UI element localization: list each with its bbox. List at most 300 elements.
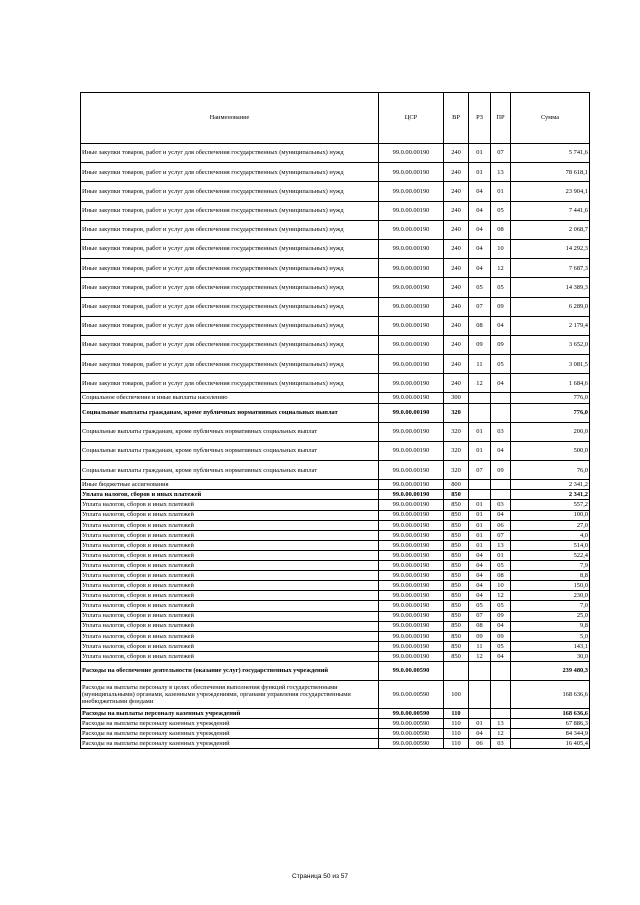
vr-cell: 850 — [444, 571, 469, 581]
pr-cell — [491, 393, 511, 403]
sum-cell: 7,0 — [511, 601, 590, 611]
vr-cell: 240 — [444, 297, 469, 316]
csr-cell: 99.0.00.00190 — [379, 278, 444, 297]
sum-cell: 5,0 — [511, 631, 590, 641]
table-row — [81, 422, 590, 441]
csr-cell: 99.0.00.00190 — [379, 561, 444, 571]
name-cell: Социальное обеспечение и иные выплаты населению — [81, 393, 379, 403]
csr-cell: 99.0.00.00190 — [379, 403, 444, 422]
vr-cell: 110 — [444, 719, 469, 729]
table-row — [81, 581, 590, 591]
rz-cell: 01 — [469, 520, 491, 530]
sum-cell: 25,0 — [511, 611, 590, 621]
vr-cell: 240 — [444, 355, 469, 374]
table-row — [81, 441, 590, 460]
rz-cell: 12 — [469, 374, 491, 393]
sum-cell: 557,2 — [511, 500, 590, 510]
csr-cell: 99.0.00.00190 — [379, 374, 444, 393]
name-cell: Иные закупки товаров, работ и услуг для обеспечения государственных (муниципальных) нужд — [81, 355, 379, 374]
sum-cell: 16 405,4 — [511, 739, 590, 749]
pr-cell: 09 — [491, 631, 511, 641]
sum-cell: 9,8 — [511, 621, 590, 631]
table-row — [81, 461, 590, 480]
rz-cell: 01 — [469, 500, 491, 510]
table-row — [81, 601, 590, 611]
csr-cell: 99.0.00.00190 — [379, 259, 444, 278]
rz-cell: 04 — [469, 182, 491, 201]
pr-cell: 04 — [491, 441, 511, 460]
table-row — [81, 403, 590, 422]
budget-sheet — [80, 92, 589, 749]
table-row — [81, 729, 590, 739]
name-cell: Уплата налогов, сборов и иных платежей — [81, 631, 379, 641]
table-row — [81, 393, 590, 403]
sum-cell: 200,0 — [511, 422, 590, 441]
rz-cell: 05 — [469, 601, 491, 611]
rz-cell: 01 — [469, 540, 491, 550]
csr-cell: 99.0.00.00590 — [379, 729, 444, 739]
vr-cell: 800 — [444, 480, 469, 490]
vr-cell: 240 — [444, 239, 469, 258]
rz-cell: 04 — [469, 561, 491, 571]
csr-cell: 99.0.00.00190 — [379, 316, 444, 335]
vr-cell: 320 — [444, 422, 469, 441]
table-row — [81, 510, 590, 520]
name-cell: Уплата налогов, сборов и иных платежей — [81, 611, 379, 621]
sum-cell: 6 289,0 — [511, 297, 590, 316]
rz-cell: 01 — [469, 441, 491, 460]
csr-cell: 99.0.00.00190 — [379, 335, 444, 354]
sum-cell: 7 687,3 — [511, 259, 590, 278]
table-row — [81, 220, 590, 239]
sum-cell: 67 886,3 — [511, 719, 590, 729]
name-cell: Иные закупки товаров, работ и услуг для обеспечения государственных (муниципальных) нужд — [81, 297, 379, 316]
csr-cell: 99.0.00.00190 — [379, 520, 444, 530]
table-row — [81, 297, 590, 316]
name-cell: Расходы на выплаты персоналу в целях обеспечения выполнения функций государственными (муниципальными) органами, казенными учреждениями, органами управления государственными внебюджетными фондами — [81, 681, 379, 709]
csr-cell: 99.0.00.00190 — [379, 500, 444, 510]
vr-cell: 240 — [444, 259, 469, 278]
csr-cell: 99.0.00.00190 — [379, 510, 444, 520]
pr-cell: 07 — [491, 530, 511, 540]
sum-cell: 500,0 — [511, 441, 590, 460]
vr-cell: 850 — [444, 520, 469, 530]
table-row — [81, 278, 590, 297]
vr-cell — [444, 661, 469, 680]
header-csr: ЦСР — [379, 93, 444, 144]
pr-cell: 07 — [491, 144, 511, 163]
sum-cell: 2 179,4 — [511, 316, 590, 335]
sum-cell: 14 389,3 — [511, 278, 590, 297]
name-cell: Уплата налогов, сборов и иных платежей — [81, 621, 379, 631]
table-row — [81, 530, 590, 540]
rz-cell: 07 — [469, 611, 491, 621]
vr-cell: 240 — [444, 374, 469, 393]
sum-cell: 776,0 — [511, 403, 590, 422]
csr-cell: 99.0.00.00190 — [379, 297, 444, 316]
csr-cell: 99.0.00.00190 — [379, 480, 444, 490]
csr-cell: 99.0.00.00190 — [379, 239, 444, 258]
rz-cell — [469, 393, 491, 403]
table-row — [81, 374, 590, 393]
csr-cell: 99.0.00.00190 — [379, 201, 444, 220]
name-cell: Уплата налогов, сборов и иных платежей — [81, 591, 379, 601]
pr-cell — [491, 708, 511, 718]
csr-cell: 99.0.00.00190 — [379, 611, 444, 621]
sum-cell: 23 904,1 — [511, 182, 590, 201]
vr-cell: 850 — [444, 561, 469, 571]
name-cell: Уплата налогов, сборов и иных платежей — [81, 510, 379, 520]
csr-cell: 99.0.00.00190 — [379, 530, 444, 540]
vr-cell: 850 — [444, 641, 469, 651]
sum-cell: 2 068,7 — [511, 220, 590, 239]
rz-cell: 07 — [469, 297, 491, 316]
csr-cell: 99.0.00.00190 — [379, 163, 444, 182]
sum-cell: 5 741,6 — [511, 144, 590, 163]
name-cell: Уплата налогов, сборов и иных платежей — [81, 581, 379, 591]
table-header-row — [81, 93, 590, 144]
vr-cell: 320 — [444, 461, 469, 480]
rz-cell: 05 — [469, 278, 491, 297]
name-cell: Иные закупки товаров, работ и услуг для обеспечения государственных (муниципальных) нужд — [81, 182, 379, 201]
pr-cell: 05 — [491, 355, 511, 374]
vr-cell: 850 — [444, 621, 469, 631]
page-number: Страница 50 из 57 — [292, 873, 348, 880]
rz-cell: 04 — [469, 729, 491, 739]
rz-cell — [469, 403, 491, 422]
table-row — [81, 641, 590, 651]
sum-cell: 150,0 — [511, 581, 590, 591]
name-cell: Иные бюджетные ассигнования — [81, 480, 379, 490]
table-row — [81, 611, 590, 621]
rz-cell: 04 — [469, 201, 491, 220]
vr-cell: 110 — [444, 708, 469, 718]
name-cell: Уплата налогов, сборов и иных платежей — [81, 601, 379, 611]
pr-cell — [491, 490, 511, 500]
table-row — [81, 708, 590, 718]
name-cell: Уплата налогов, сборов и иных платежей — [81, 500, 379, 510]
rz-cell — [469, 661, 491, 680]
rz-cell: 07 — [469, 461, 491, 480]
pr-cell — [491, 403, 511, 422]
vr-cell: 100 — [444, 681, 469, 709]
pr-cell: 12 — [491, 259, 511, 278]
pr-cell: 08 — [491, 571, 511, 581]
name-cell: Иные закупки товаров, работ и услуг для обеспечения государственных (муниципальных) нужд — [81, 220, 379, 239]
table-row — [81, 490, 590, 500]
name-cell: Иные закупки товаров, работ и услуг для обеспечения государственных (муниципальных) нужд — [81, 259, 379, 278]
csr-cell: 99.0.00.00190 — [379, 144, 444, 163]
table-row — [81, 540, 590, 550]
sum-cell: 2 341,2 — [511, 480, 590, 490]
sum-cell: 230,0 — [511, 591, 590, 601]
sum-cell: 1 684,6 — [511, 374, 590, 393]
table-row — [81, 719, 590, 729]
table-row — [81, 561, 590, 571]
vr-cell: 240 — [444, 201, 469, 220]
sum-cell: 78 618,1 — [511, 163, 590, 182]
pr-cell: 04 — [491, 621, 511, 631]
sum-cell: 776,0 — [511, 393, 590, 403]
rz-cell: 01 — [469, 163, 491, 182]
header-rz: РЗ — [469, 93, 491, 144]
csr-cell: 99.0.00.00190 — [379, 651, 444, 661]
vr-cell: 850 — [444, 500, 469, 510]
table-row — [81, 259, 590, 278]
sum-cell: 514,0 — [511, 540, 590, 550]
pr-cell: 03 — [491, 422, 511, 441]
vr-cell: 110 — [444, 739, 469, 749]
csr-cell: 99.0.00.00190 — [379, 571, 444, 581]
csr-cell: 99.0.00.00190 — [379, 591, 444, 601]
table-row — [81, 520, 590, 530]
pr-cell — [491, 480, 511, 490]
csr-cell: 99.0.00.00190 — [379, 441, 444, 460]
name-cell: Социальные выплаты гражданам, кроме публичных нормативных социальных выплат — [81, 441, 379, 460]
rz-cell: 08 — [469, 621, 491, 631]
pr-cell: 13 — [491, 540, 511, 550]
vr-cell: 240 — [444, 182, 469, 201]
csr-cell: 99.0.00.00590 — [379, 681, 444, 709]
sum-cell: 2 341,2 — [511, 490, 590, 500]
header-name: Наименование — [81, 93, 379, 144]
name-cell: Уплата налогов, сборов и иных платежей — [81, 641, 379, 651]
header-sum: Сумма — [511, 93, 590, 144]
pr-cell: 09 — [491, 461, 511, 480]
rz-cell: 08 — [469, 316, 491, 335]
table-row — [81, 355, 590, 374]
csr-cell: 99.0.00.00190 — [379, 641, 444, 651]
table-row — [81, 316, 590, 335]
vr-cell: 850 — [444, 581, 469, 591]
rz-cell: 06 — [469, 739, 491, 749]
vr-cell: 240 — [444, 163, 469, 182]
pr-cell: 13 — [491, 163, 511, 182]
rz-cell: 09 — [469, 631, 491, 641]
name-cell: Социальные выплаты гражданам, кроме публичных нормативных социальных выплат — [81, 403, 379, 422]
pr-cell: 08 — [491, 220, 511, 239]
rz-cell: 01 — [469, 719, 491, 729]
sum-cell: 168 636,6 — [511, 681, 590, 709]
sum-cell: 27,0 — [511, 520, 590, 530]
vr-cell: 850 — [444, 550, 469, 560]
table-row — [81, 681, 590, 709]
csr-cell: 99.0.00.00190 — [379, 581, 444, 591]
table-row — [81, 571, 590, 581]
rz-cell: 04 — [469, 591, 491, 601]
rz-cell: 09 — [469, 335, 491, 354]
sum-cell: 239 480,3 — [511, 661, 590, 680]
csr-cell: 99.0.00.00190 — [379, 550, 444, 560]
vr-cell: 240 — [444, 335, 469, 354]
pr-cell: 05 — [491, 278, 511, 297]
table-row — [81, 621, 590, 631]
vr-cell: 850 — [444, 601, 469, 611]
name-cell: Социальные выплаты гражданам, кроме публичных нормативных социальных выплат — [81, 461, 379, 480]
pr-cell: 03 — [491, 739, 511, 749]
rz-cell — [469, 490, 491, 500]
vr-cell: 300 — [444, 393, 469, 403]
csr-cell: 99.0.00.00190 — [379, 490, 444, 500]
pr-cell: 09 — [491, 611, 511, 621]
sum-cell: 7 441,6 — [511, 201, 590, 220]
name-cell: Расходы на выплаты персоналу казенных учреждений — [81, 719, 379, 729]
sum-cell: 4,0 — [511, 530, 590, 540]
vr-cell: 240 — [444, 278, 469, 297]
pr-cell: 05 — [491, 201, 511, 220]
csr-cell: 99.0.00.00190 — [379, 422, 444, 441]
sum-cell: 8,8 — [511, 571, 590, 581]
pr-cell: 06 — [491, 520, 511, 530]
table-row — [81, 651, 590, 661]
sum-cell: 7,9 — [511, 561, 590, 571]
name-cell: Иные закупки товаров, работ и услуг для обеспечения государственных (муниципальных) нужд — [81, 374, 379, 393]
table-row — [81, 739, 590, 749]
csr-cell: 99.0.00.00190 — [379, 631, 444, 641]
name-cell: Расходы на обеспечение деятельности (оказание услуг) государственных учреждений — [81, 661, 379, 680]
name-cell: Расходы на выплаты персоналу казенных учреждений — [81, 729, 379, 739]
sum-cell: 143,1 — [511, 641, 590, 651]
pr-cell: 05 — [491, 641, 511, 651]
csr-cell: 99.0.00.00190 — [379, 621, 444, 631]
pr-cell: 04 — [491, 651, 511, 661]
rz-cell: 04 — [469, 571, 491, 581]
pr-cell: 13 — [491, 719, 511, 729]
csr-cell: 99.0.00.00190 — [379, 393, 444, 403]
name-cell: Уплата налогов, сборов и иных платежей — [81, 540, 379, 550]
vr-cell: 850 — [444, 631, 469, 641]
pr-cell: 12 — [491, 591, 511, 601]
rz-cell — [469, 681, 491, 709]
sum-cell: 14 292,3 — [511, 239, 590, 258]
sum-cell: 3 081,5 — [511, 355, 590, 374]
name-cell: Уплата налогов, сборов и иных платежей — [81, 571, 379, 581]
sum-cell: 522,4 — [511, 550, 590, 560]
name-cell: Иные закупки товаров, работ и услуг для обеспечения государственных (муниципальных) нужд — [81, 144, 379, 163]
pr-cell: 01 — [491, 550, 511, 560]
rz-cell: 01 — [469, 510, 491, 520]
csr-cell: 99.0.00.00590 — [379, 708, 444, 718]
sum-cell: 3 652,0 — [511, 335, 590, 354]
csr-cell: 99.0.00.00190 — [379, 601, 444, 611]
rz-cell: 04 — [469, 220, 491, 239]
name-cell: Иные закупки товаров, работ и услуг для обеспечения государственных (муниципальных) нужд — [81, 316, 379, 335]
table-row — [81, 144, 590, 163]
table-row — [81, 335, 590, 354]
table-row — [81, 591, 590, 601]
rz-cell: 04 — [469, 550, 491, 560]
table-row — [81, 239, 590, 258]
name-cell: Уплата налогов, сборов и иных платежей — [81, 490, 379, 500]
name-cell: Иные закупки товаров, работ и услуг для обеспечения государственных (муниципальных) нужд — [81, 335, 379, 354]
rz-cell: 04 — [469, 239, 491, 258]
table-row — [81, 163, 590, 182]
vr-cell: 850 — [444, 651, 469, 661]
rz-cell: 12 — [469, 651, 491, 661]
header-vr: ВР — [444, 93, 469, 144]
table-row — [81, 550, 590, 560]
name-cell: Уплата налогов, сборов и иных платежей — [81, 561, 379, 571]
vr-cell: 110 — [444, 729, 469, 739]
pr-cell: 10 — [491, 239, 511, 258]
rz-cell: 11 — [469, 355, 491, 374]
pr-cell: 12 — [491, 729, 511, 739]
table-row — [81, 661, 590, 680]
rz-cell — [469, 480, 491, 490]
table-row — [81, 631, 590, 641]
name-cell: Уплата налогов, сборов и иных платежей — [81, 520, 379, 530]
csr-cell: 99.0.00.00590 — [379, 719, 444, 729]
vr-cell: 850 — [444, 591, 469, 601]
pr-cell: 04 — [491, 316, 511, 335]
pr-cell: 09 — [491, 335, 511, 354]
vr-cell: 850 — [444, 611, 469, 621]
table-row — [81, 182, 590, 201]
csr-cell: 99.0.00.00590 — [379, 739, 444, 749]
rz-cell: 01 — [469, 144, 491, 163]
vr-cell: 850 — [444, 540, 469, 550]
vr-cell: 850 — [444, 490, 469, 500]
csr-cell: 99.0.00.00190 — [379, 355, 444, 374]
vr-cell: 850 — [444, 510, 469, 520]
pr-cell: 10 — [491, 581, 511, 591]
csr-cell: 99.0.00.00190 — [379, 461, 444, 480]
sum-cell: 76,0 — [511, 461, 590, 480]
rz-cell: 04 — [469, 581, 491, 591]
sum-cell: 168 636,6 — [511, 708, 590, 718]
csr-cell: 99.0.00.00190 — [379, 182, 444, 201]
rz-cell: 01 — [469, 422, 491, 441]
pr-cell: 04 — [491, 510, 511, 520]
rz-cell — [469, 708, 491, 718]
name-cell: Уплата налогов, сборов и иных платежей — [81, 530, 379, 540]
csr-cell: 99.0.00.00190 — [379, 220, 444, 239]
pr-cell — [491, 661, 511, 680]
name-cell: Расходы на выплаты персоналу казенных учреждений — [81, 708, 379, 718]
sum-cell: 100,0 — [511, 510, 590, 520]
vr-cell: 240 — [444, 316, 469, 335]
vr-cell: 850 — [444, 530, 469, 540]
pr-cell: 03 — [491, 500, 511, 510]
pr-cell: 04 — [491, 374, 511, 393]
rz-cell: 04 — [469, 259, 491, 278]
name-cell: Иные закупки товаров, работ и услуг для обеспечения государственных (муниципальных) нужд — [81, 278, 379, 297]
budget-table — [80, 92, 590, 749]
table-row — [81, 500, 590, 510]
rz-cell: 11 — [469, 641, 491, 651]
name-cell: Уплата налогов, сборов и иных платежей — [81, 651, 379, 661]
pr-cell: 01 — [491, 182, 511, 201]
header-pr: ПР — [491, 93, 511, 144]
vr-cell: 320 — [444, 441, 469, 460]
pr-cell: 05 — [491, 561, 511, 571]
name-cell: Иные закупки товаров, работ и услуг для обеспечения государственных (муниципальных) нужд — [81, 239, 379, 258]
pr-cell: 09 — [491, 297, 511, 316]
table-row — [81, 480, 590, 490]
pr-cell: 05 — [491, 601, 511, 611]
sum-cell: 84 344,9 — [511, 729, 590, 739]
name-cell: Социальные выплаты гражданам, кроме публичных нормативных социальных выплат — [81, 422, 379, 441]
name-cell: Уплата налогов, сборов и иных платежей — [81, 550, 379, 560]
csr-cell: 99.0.00.00590 — [379, 661, 444, 680]
rz-cell: 01 — [469, 530, 491, 540]
sum-cell: 30,0 — [511, 651, 590, 661]
table-row — [81, 201, 590, 220]
name-cell: Иные закупки товаров, работ и услуг для обеспечения государственных (муниципальных) нужд — [81, 163, 379, 182]
vr-cell: 240 — [444, 220, 469, 239]
pr-cell — [491, 681, 511, 709]
name-cell: Расходы на выплаты персоналу казенных учреждений — [81, 739, 379, 749]
